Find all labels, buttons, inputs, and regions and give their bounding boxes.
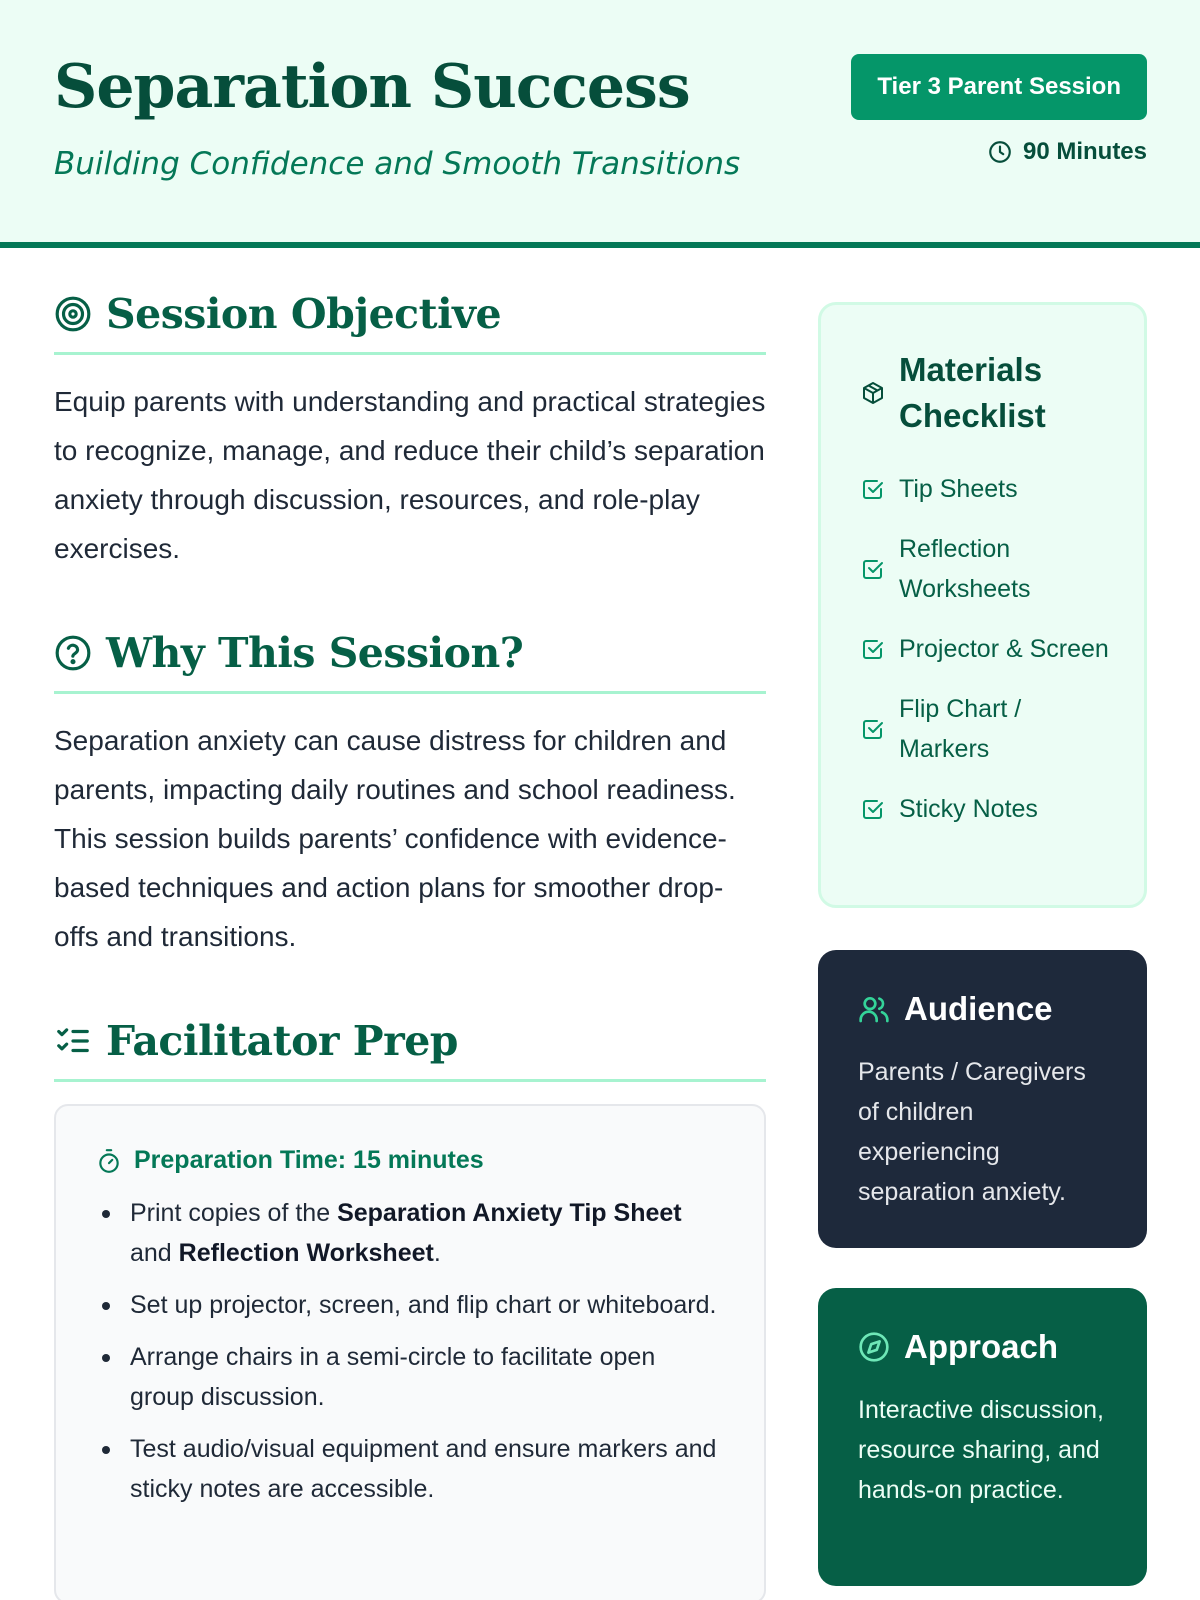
- audience-text: Parents / Caregivers of children experiencing separation anxiety.: [858, 1058, 1086, 1206]
- prep-item: Print copies of the Separation Anxiety Tip Sheet and Reflection Worksheet.: [96, 1193, 724, 1273]
- compass-icon: [858, 1331, 890, 1363]
- checkbox-checked-icon: [861, 797, 885, 821]
- why-heading: [54, 629, 766, 694]
- approach-text: Interactive discussion, resource sharing, and hands-on practice.: [858, 1396, 1104, 1504]
- stopwatch-icon: [96, 1148, 122, 1174]
- main-column: [54, 290, 766, 1600]
- prep-heading: [54, 1017, 766, 1082]
- page-subtitle: Building Confidence and Smooth Transitions: [54, 146, 741, 182]
- material-item: [861, 689, 1114, 769]
- checkbox-checked-icon: [861, 477, 885, 501]
- approach-title: Approach: [904, 1328, 1059, 1365]
- material-item: [861, 789, 1114, 829]
- why-section: [54, 629, 766, 961]
- worksheet-name: Reflection Worksheet: [178, 1239, 434, 1267]
- objective-title: Session Objective: [106, 290, 502, 338]
- duration-label: 90 Minutes: [1022, 138, 1147, 165]
- clock-icon: [987, 139, 1013, 165]
- checkbox-checked-icon: [861, 637, 885, 661]
- approach-card: [818, 1288, 1147, 1586]
- tier-badge: Tier 3 Parent Session: [851, 54, 1147, 120]
- prep-time: [96, 1146, 724, 1175]
- checkbox-checked-icon: [861, 717, 885, 741]
- prep-item: Arrange chairs in a semi-circle to facilitate open group discussion.: [96, 1337, 724, 1417]
- materials-list: [861, 469, 1114, 829]
- audience-heading: [858, 990, 1107, 1028]
- page-header: [0, 0, 1200, 248]
- prep-list: [96, 1193, 724, 1509]
- prep-item: Test audio/visual equipment and ensure markers and sticky notes are accessible.: [96, 1429, 724, 1509]
- tip-sheet-name: Separation Anxiety Tip Sheet: [337, 1199, 682, 1227]
- why-title: Why This Session?: [106, 629, 524, 677]
- materials-heading: [861, 347, 1114, 439]
- objective-text: Equip parents with understanding and practical strategies to recognize, manage, and reduce their child’s separation anxiety through discussion, resources, and role-play exercises.: [54, 386, 766, 564]
- target-icon: [54, 295, 92, 333]
- prep-title: Facilitator Prep: [106, 1017, 458, 1065]
- material-item: [861, 529, 1114, 609]
- package-icon: [861, 381, 885, 405]
- objective-section: [54, 290, 766, 573]
- page-title: Separation Success: [54, 52, 690, 122]
- material-label: Sticky Notes: [899, 795, 1038, 823]
- approach-heading: [858, 1328, 1107, 1366]
- audience-card: [818, 950, 1147, 1248]
- materials-title: Materials Checklist: [899, 351, 1046, 434]
- audience-title: Audience: [904, 990, 1053, 1027]
- question-circle-icon: [54, 634, 92, 672]
- session-duration: [987, 138, 1147, 166]
- prep-time-label: Preparation Time: 15 minutes: [134, 1146, 484, 1174]
- checklist-icon: [54, 1022, 92, 1060]
- sidebar: [818, 302, 1147, 1586]
- material-label: Flip Chart / Markers: [899, 695, 1022, 763]
- materials-card: [818, 302, 1147, 908]
- material-label: Tip Sheets: [899, 475, 1018, 503]
- checkbox-checked-icon: [861, 557, 885, 581]
- material-label: Reflection Worksheets: [899, 535, 1031, 603]
- objective-heading: [54, 290, 766, 355]
- prep-item: Set up projector, screen, and flip chart or whiteboard.: [96, 1285, 724, 1325]
- why-text: Separation anxiety can cause distress for children and parents, impacting daily routines and school readiness. This session builds parents’ confidence with evidence-based techniques and action plans for smoother drop-offs and transitions.: [54, 725, 736, 952]
- prep-section: [54, 1017, 766, 1600]
- users-icon: [858, 993, 890, 1025]
- prep-card: [54, 1104, 766, 1600]
- material-item: [861, 469, 1114, 509]
- material-item: [861, 629, 1114, 669]
- material-label: Projector & Screen: [899, 635, 1109, 663]
